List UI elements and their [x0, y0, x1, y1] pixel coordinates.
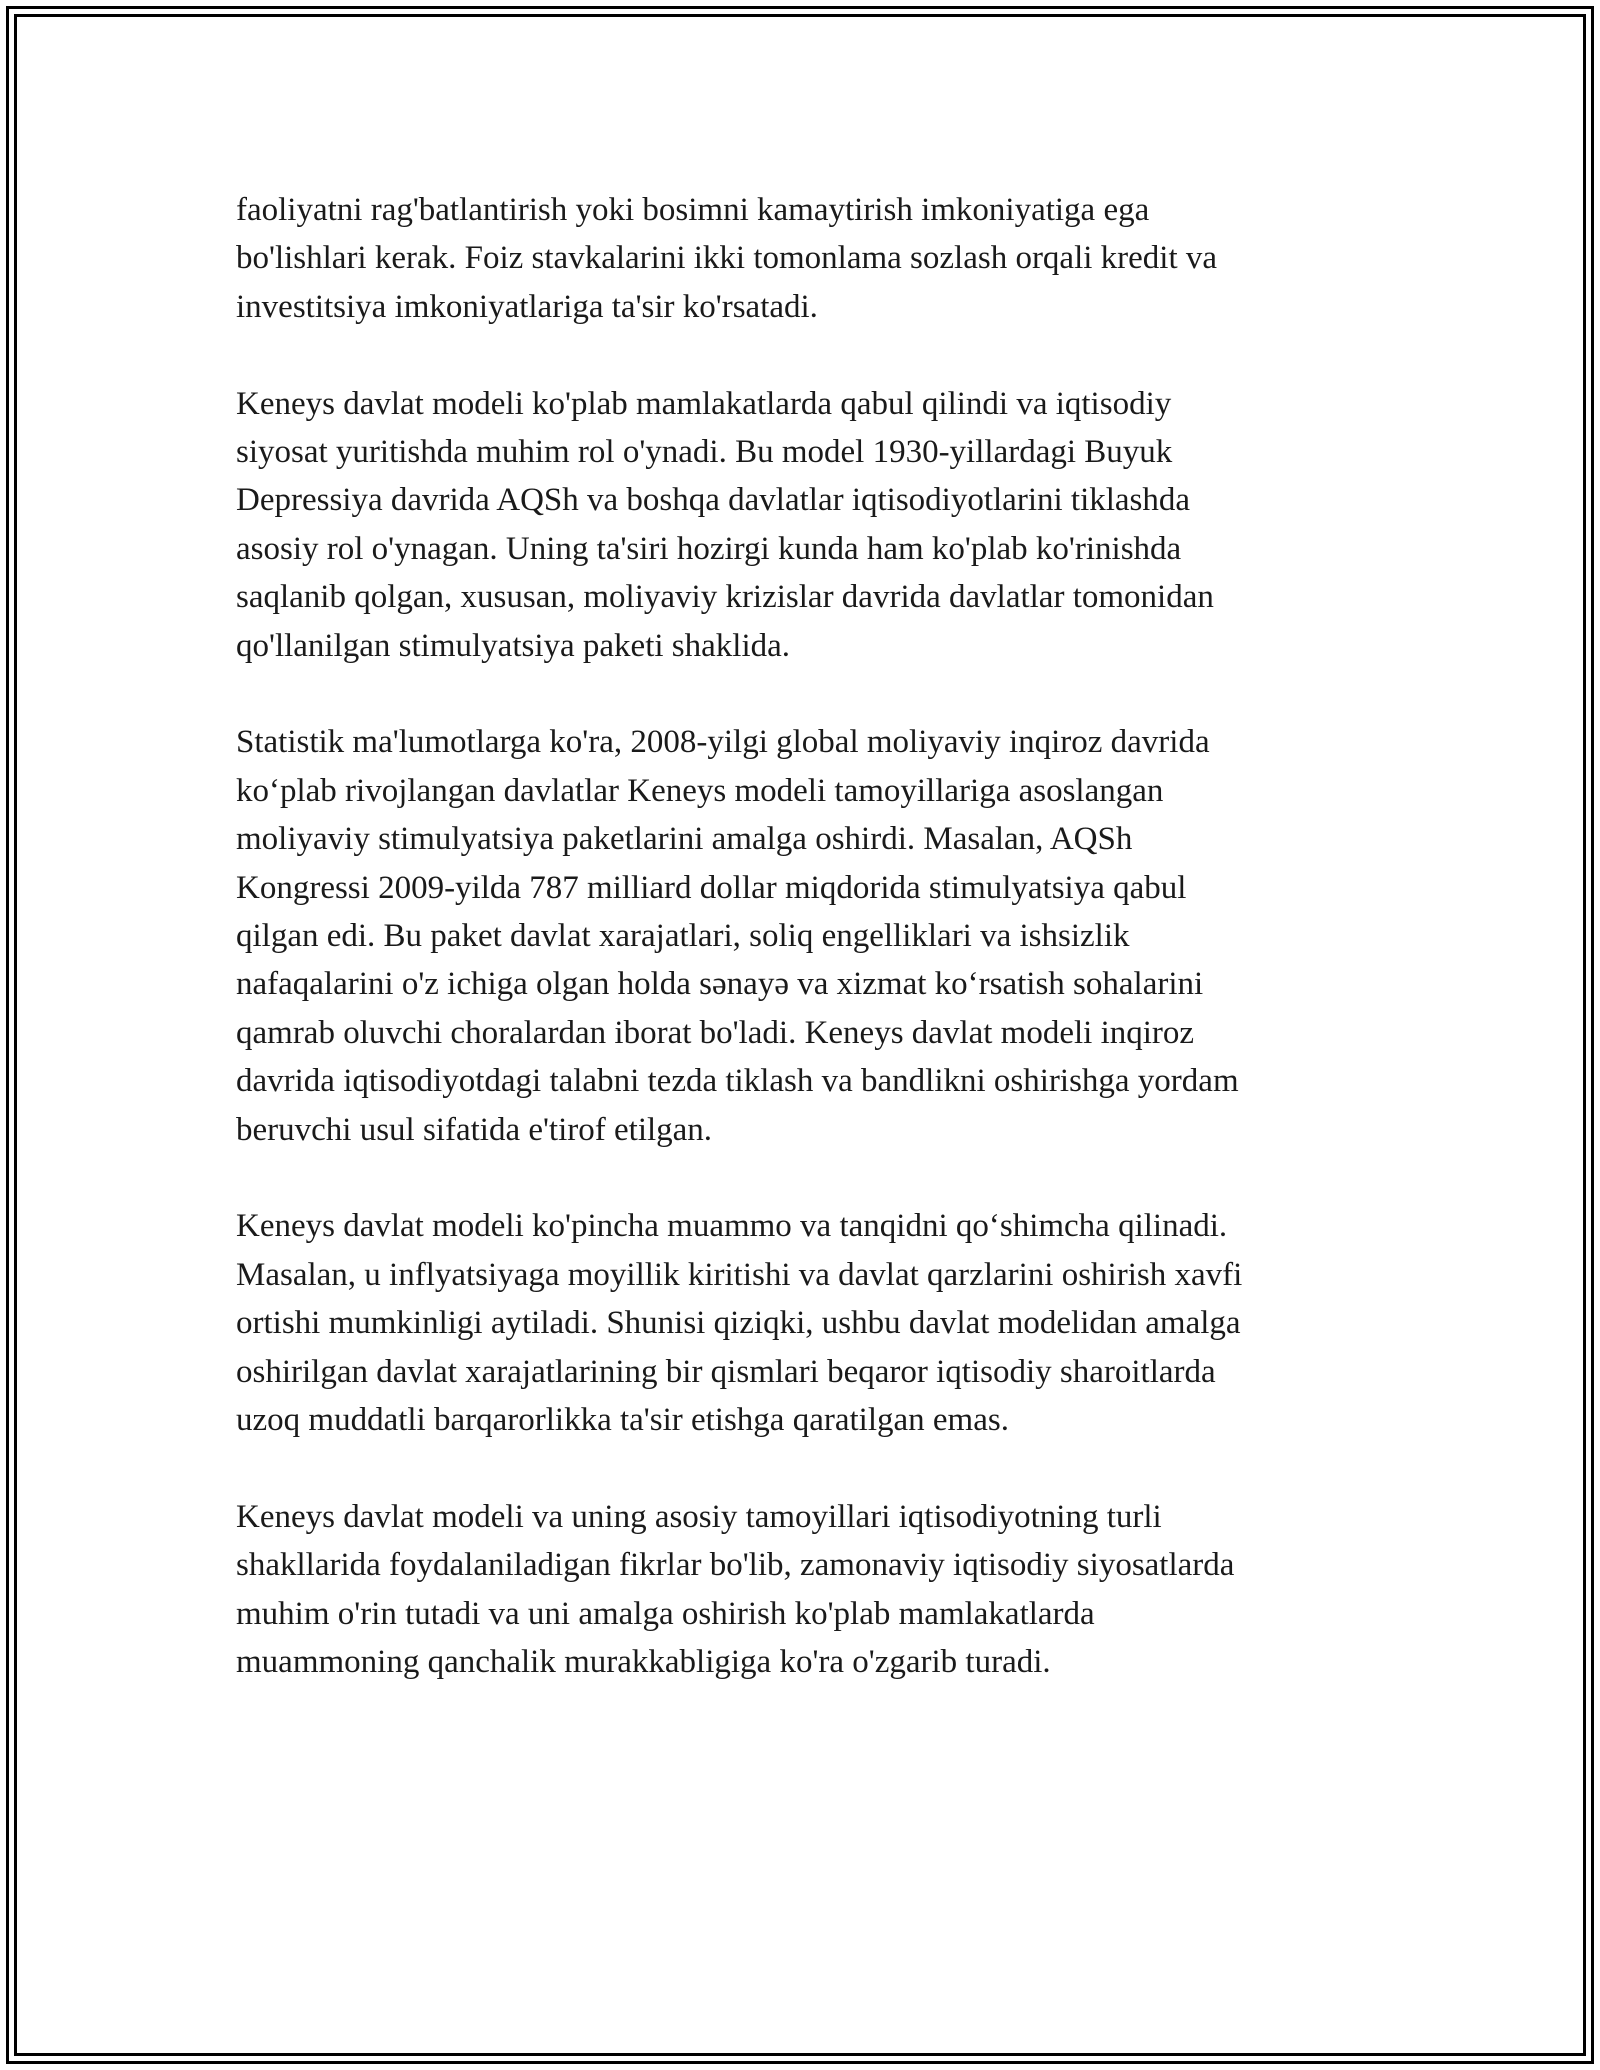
paragraph-1: faoliyatni rag'batlantirish yoki bosimni kamaytirish imkoniyatiga ega bo'lishlari kerak. Foiz stavkalarini ikki tomonlama sozlash orqali kredit va investitsiya imkoniyatlariga ta'sir ko'rsatadi. [236, 192, 1218, 325]
paragraph-4: Keneys davlat modeli ko'pincha muammo va tanqidni qo‘shimcha qilinadi. Masalan, u inflyatsiyaga moyillik kiritishi va davlat qarzlarini oshirish xavfi ortishi mumkinligi aytiladi. Shunisi qiziqki, ushbu davlat modelidan amalga oshirilgan davlat xarajatlarining bir qismlari beqaror iqtisodiy sharoitlarda uzoq muddatli barqarorlikka ta'sir etishga qaratilgan emas. [236, 1208, 1243, 1439]
paragraph-5: Keneys davlat modeli va uning asosiy tamoyillari iqtisodiyotning turli shakllarida foydalaniladigan fikrlar bo'lib, zamonaviy iqtisodiy siyosatlarda muhim o'rin tutadi va uni amalga oshirish ko'plab mamlakatlarda muammoning qanchalik murakkabligiga ko'ra o'zgarib turadi. [236, 1498, 1235, 1681]
document-body [236, 186, 1364, 1687]
paragraph-3: Statistik ma'lumotlarga ko'ra, 2008-yilgi global moliyaviy inqiroz davrida ko‘plab rivojlangan davlatlar Keneys modeli tamoyillariga asoslangan moliyaviy stimulyatsiya paketlarini amalga oshirdi. Masalan, AQSh Kongressi 2009-yilda 787 milliard dollar miqdorida stimulyatsiya qabul qilgan edi. Bu paket davlat xarajatlari, soliq engelliklari va ishsizlik nafaqalarini o'z ichiga olgan holda sənayə va xizmat ko‘rsatish sohalarini qamrab oluvchi choralardan iborat bo'ladi. Keneys davlat modeli inqiroz davrida iqtisodiyotdagi talabni tezda tiklash va bandlikni oshirishga yordam beruvchi usul sifatida e'tirof etilgan. [236, 724, 1239, 1148]
paragraph-2: Keneys davlat modeli ko'plab mamlakatlarda qabul qilindi va iqtisodiy siyosat yuritishda muhim rol o'ynadi. Bu model 1930-yillardagi Buyuk Depressiya davrida AQSh va boshqa davlatlar iqtisodiyotlarini tiklashda asosiy rol o'ynagan. Uning ta'siri hozirgi kunda ham ko'plab ko'rinishda saqlanib qolgan, xususan, moliyaviy krizislar davrida davlatlar tomonidan qo'llanilgan stimulyatsiya paketi shaklida. [236, 385, 1214, 664]
